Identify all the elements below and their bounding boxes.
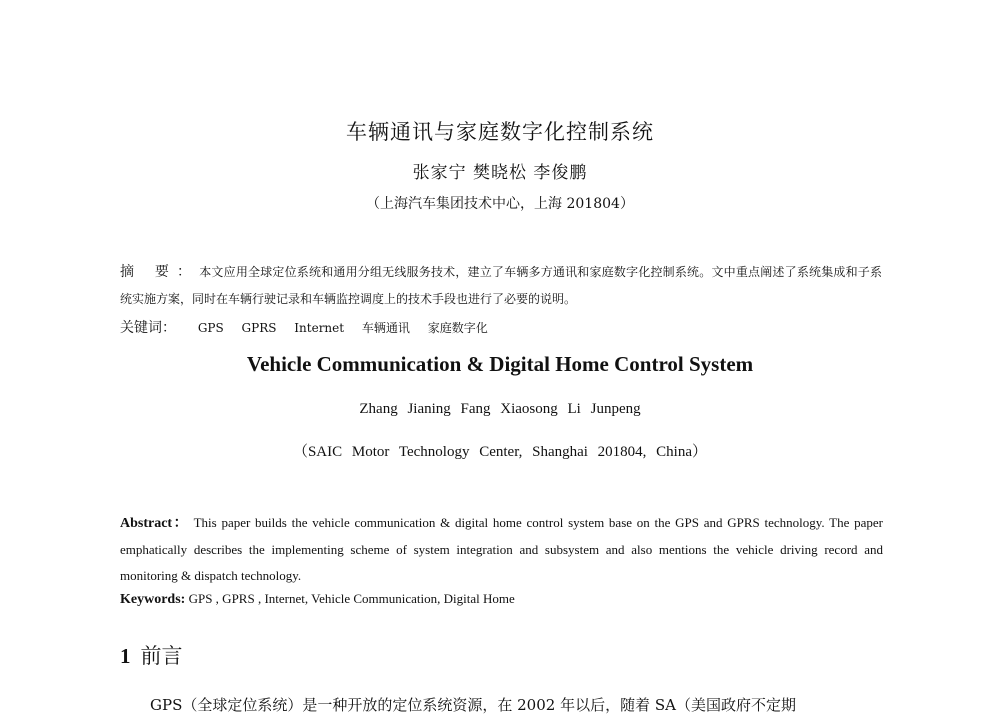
chinese-authors: 张家宁 樊晓松 李俊鹏 <box>412 163 588 183</box>
english-keywords-label: Keywords: <box>120 592 186 607</box>
chinese-abstract-label: 摘 要： <box>120 264 200 280</box>
chinese-keyword: 家庭数字化 <box>427 321 488 335</box>
english-keywords-text: GPS , GPRS , Internet, Vehicle Communication, Digital Home <box>185 591 515 606</box>
english-abstract <box>120 510 883 589</box>
chinese-keyword: GPS <box>197 321 224 335</box>
chinese-keywords <box>120 317 502 337</box>
chinese-abstract <box>120 259 882 313</box>
chinese-keyword: GPRS <box>241 321 277 335</box>
english-abstract-text: This paper builds the vehicle communication & digital home control system base on the GPS and GPRS technology. The paper emphatically describes the implementing scheme of system integration and subsystem and also mentions the vehicle driving record and monitoring & dispatch technology. <box>120 515 883 583</box>
english-affiliation: （SAIC Motor Technology Center, Shanghai 201804, China） <box>292 444 708 460</box>
english-title: Vehicle Communication & Digital Home Control System <box>246 352 754 376</box>
chinese-abstract-text: 本文应用全球定位系统和通用分组无线服务技术，建立了车辆多方通讯和家庭数字化控制系统。文中重点阐述了系统集成和子系统实施方案，同时在车辆行驶记录和车辆监控调度上的技术手段也进行了必要的说明。 <box>120 265 882 306</box>
section-title: 前言 <box>140 644 183 668</box>
chinese-keywords-label: 关键词： <box>120 320 176 336</box>
chinese-affiliation: （上海汽车集团技术中心，上海 201804） <box>366 196 634 212</box>
english-abstract-label: Abstract： <box>120 516 190 531</box>
chinese-keyword: 车辆通讯 <box>361 321 410 335</box>
english-keywords <box>120 591 515 608</box>
body-paragraph-first-line: GPS（全球定位系统）是一种开放的定位系统资源，在 2002 年以后，随着 SA（美国政府不定期 <box>150 696 796 714</box>
chinese-title: 车辆通讯与家庭数字化控制系统 <box>346 120 654 144</box>
section-heading <box>120 640 183 670</box>
english-authors: Zhang Jianing Fang Xiaosong Li Junpeng <box>359 401 641 417</box>
chinese-keyword: Internet <box>294 321 345 335</box>
section-number: 1 <box>120 644 131 668</box>
